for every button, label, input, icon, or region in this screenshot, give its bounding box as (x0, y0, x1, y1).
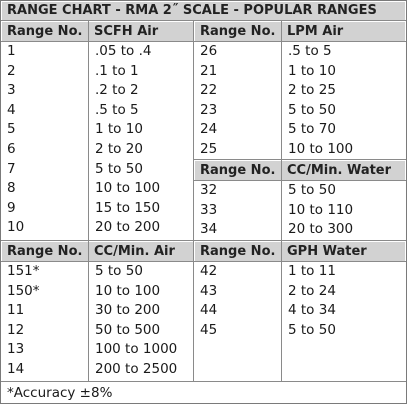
header-range-no: Range No. (195, 22, 281, 41)
header-cc-min-water: CC/Min. Water (282, 161, 405, 180)
range-value-cell: 5 to 50 (95, 263, 143, 279)
range-number-cell: 2 (7, 62, 16, 79)
header-scfh-air: SCFH Air (89, 22, 193, 41)
range-number-cell: 32 (200, 182, 218, 198)
range-number-cell: 23 (200, 101, 218, 118)
range-number-cell: 6 (7, 141, 16, 157)
range-value-cell: 100 to 1000 (95, 341, 178, 358)
range-value-cell: 5 to 50 (95, 160, 143, 177)
header-range-no: Range No. (195, 161, 281, 180)
range-value-cell: .5 to 5 (288, 43, 332, 59)
range-number-cell: 3 (7, 82, 16, 99)
chart-title: RANGE CHART - RMA 2˝ SCALE - POPULAR RANGES (2, 2, 405, 20)
range-number-cell: 24 (200, 121, 218, 138)
range-number-cell: 150* (7, 282, 40, 299)
header-lpm-air: LPM Air (282, 22, 405, 41)
range-value-cell: 20 to 200 (95, 219, 161, 236)
range-value-cell: 50 to 500 (95, 321, 161, 338)
range-value-cell: .5 to 5 (95, 101, 139, 118)
range-number-cell: 14 (7, 361, 25, 377)
range-number-cell: 10 (7, 219, 25, 236)
range-number-cell: 26 (200, 43, 218, 59)
range-value-cell: 10 to 100 (95, 282, 161, 299)
header-cc-min-air: CC/Min. Air (89, 242, 193, 261)
range-value-cell: 2 to 24 (288, 282, 336, 299)
range-value-cell: 10 to 100 (288, 141, 354, 157)
range-value-cell: 5 to 50 (288, 101, 336, 118)
range-value-cell: .1 to 1 (95, 62, 139, 79)
range-value-cell: .2 to 2 (95, 82, 139, 99)
range-number-cell: 44 (200, 302, 218, 319)
range-value-cell: 1 to 10 (95, 121, 143, 138)
range-value-cell: 1 to 10 (288, 62, 336, 79)
range-value-cell: 15 to 150 (95, 199, 161, 216)
divider (1, 240, 406, 241)
range-value-cell: 2 to 25 (288, 82, 336, 99)
range-number-cell: 11 (7, 302, 25, 319)
range-value-cell: 10 to 100 (95, 180, 161, 197)
range-number-cell: 21 (200, 62, 218, 79)
range-number-cell: 9 (7, 199, 16, 216)
range-number-cell: 1 (7, 43, 16, 59)
range-value-cell: 2 to 20 (95, 141, 143, 157)
divider (1, 20, 406, 21)
range-number-cell: 25 (200, 141, 218, 157)
header-gph-water: GPH Water (282, 242, 405, 261)
range-number-cell: 8 (7, 180, 16, 197)
range-number-cell: 33 (200, 201, 218, 218)
range-value-cell: 4 to 34 (288, 302, 336, 319)
range-value-cell: 5 to 70 (288, 121, 336, 138)
range-number-cell: 5 (7, 121, 16, 138)
header-range-no: Range No. (2, 242, 88, 261)
range-value-cell: 5 to 50 (288, 182, 336, 198)
range-number-cell: 22 (200, 82, 218, 99)
range-value-cell: 200 to 2500 (95, 361, 178, 377)
divider (1, 381, 406, 382)
range-number-cell: 34 (200, 221, 218, 238)
range-value-cell: 10 to 110 (288, 201, 354, 218)
range-number-cell: 13 (7, 341, 25, 358)
range-value-cell: 30 to 200 (95, 302, 161, 319)
header-range-no: Range No. (195, 242, 281, 261)
range-number-cell: 151* (7, 263, 40, 279)
range-number-cell: 12 (7, 321, 25, 338)
range-number-cell: 7 (7, 160, 16, 177)
range-number-cell: 42 (200, 263, 218, 279)
footnote: *Accuracy ±8% (7, 385, 113, 401)
range-value-cell: .05 to .4 (95, 43, 152, 59)
range-number-cell: 4 (7, 101, 16, 118)
header-range-no: Range No. (2, 22, 88, 41)
range-value-cell: 20 to 300 (288, 221, 354, 238)
range-value-cell: 5 to 50 (288, 321, 336, 338)
range-value-cell: 1 to 11 (288, 263, 336, 279)
range-number-cell: 43 (200, 282, 218, 299)
range-number-cell: 45 (200, 321, 218, 338)
